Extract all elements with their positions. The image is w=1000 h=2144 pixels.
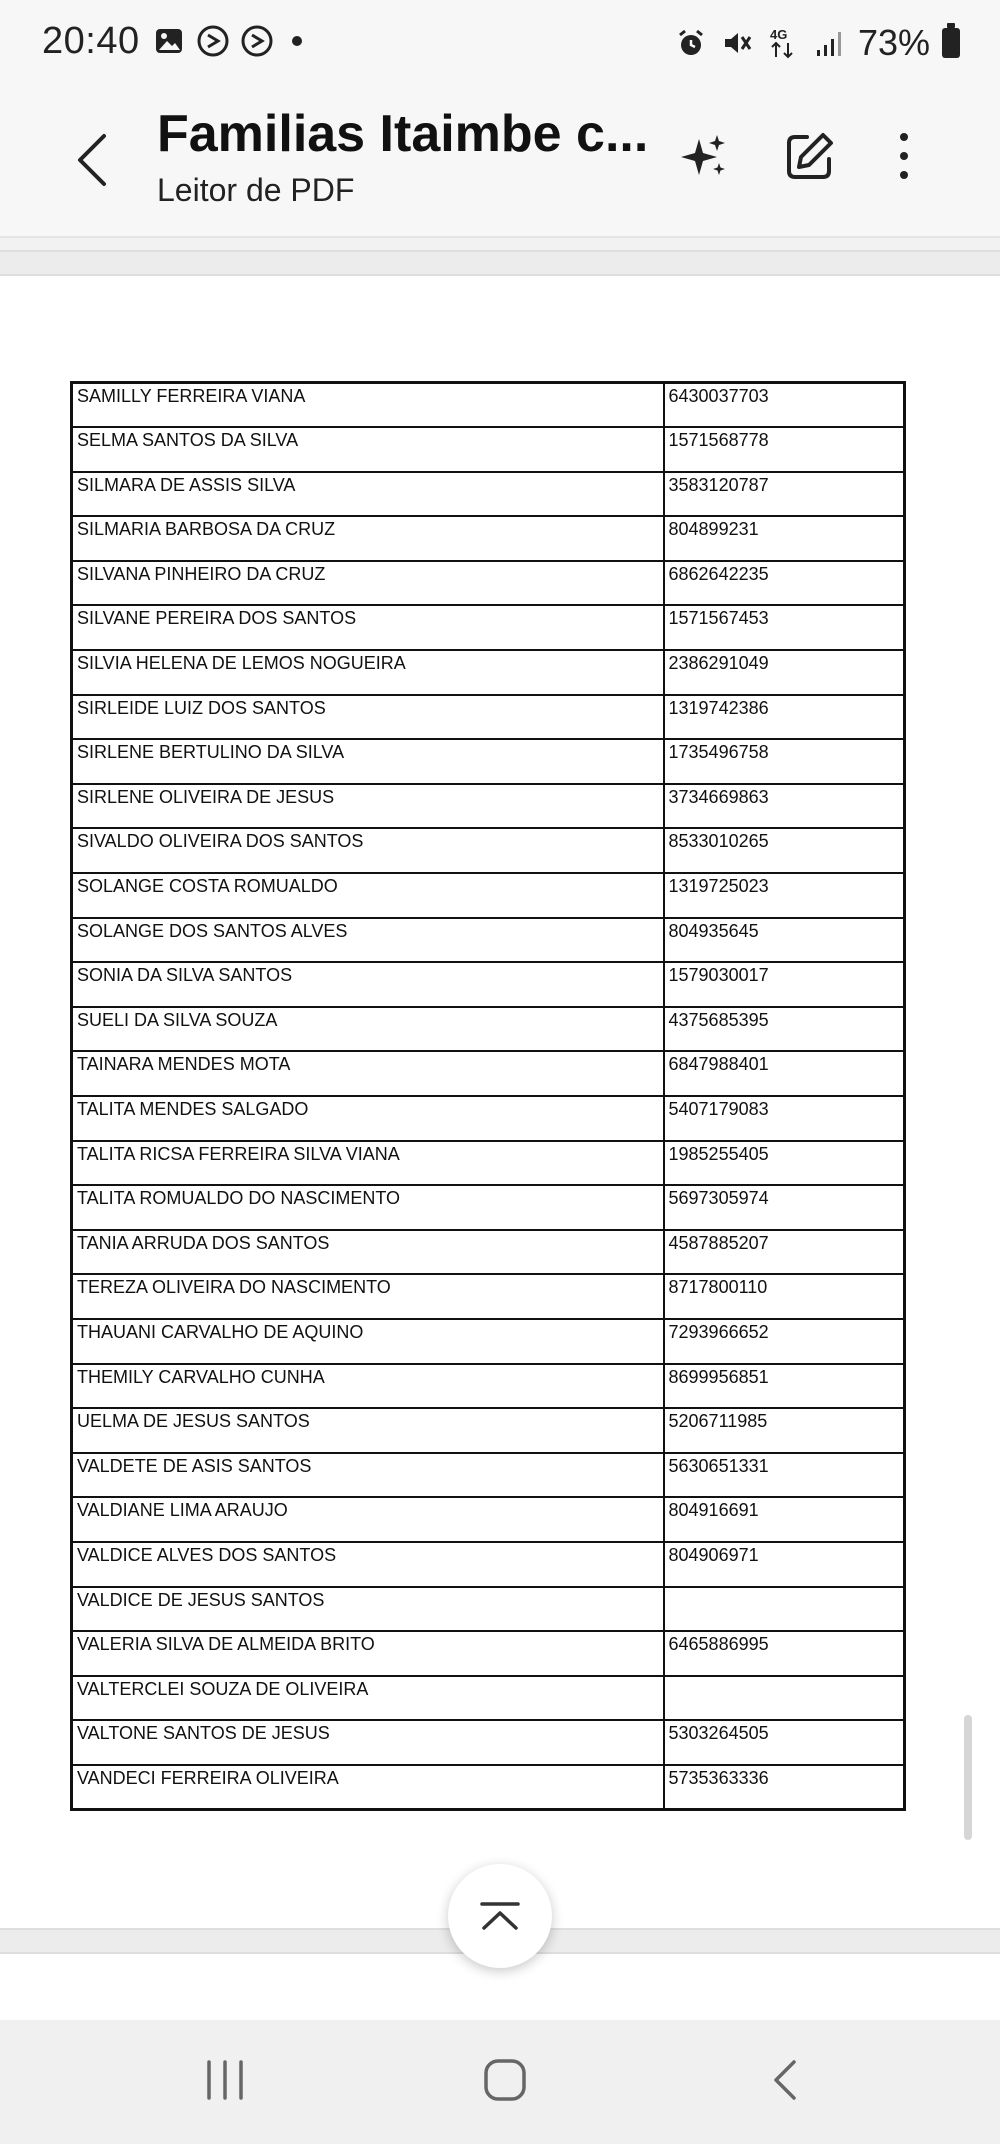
family-name-cell: VALTONE SANTOS DE JESUS <box>72 1720 664 1765</box>
nis-number-cell: 1571567453 <box>664 605 905 650</box>
nis-number-cell: 7293966652 <box>664 1319 905 1364</box>
table-row <box>72 1453 905 1498</box>
scrollbar-thumb[interactable] <box>964 1715 972 1840</box>
nis-number-cell: 6465886995 <box>664 1631 905 1676</box>
scroll-to-top-icon <box>479 1901 521 1931</box>
nis-number-cell: 8717800110 <box>664 1274 905 1319</box>
family-name-cell: SAMILLY FERREIRA VIANA <box>72 383 664 428</box>
nis-number-cell: 1319725023 <box>664 873 905 918</box>
table-row <box>72 1408 905 1453</box>
nis-number-cell: 2386291049 <box>664 650 905 695</box>
table-row <box>72 605 905 650</box>
nis-number-cell: 4375685395 <box>664 1007 905 1052</box>
home-icon <box>483 2058 527 2102</box>
table-row <box>72 1185 905 1230</box>
nis-number-cell: 804935645 <box>664 918 905 963</box>
whatsapp-icon <box>196 24 230 58</box>
table-row <box>72 784 905 829</box>
table-row <box>72 1319 905 1364</box>
nis-number-cell: 5735363336 <box>664 1765 905 1810</box>
table-row <box>72 1676 905 1721</box>
dot-icon <box>292 36 302 46</box>
table-body <box>72 383 905 1810</box>
table-row <box>72 1230 905 1275</box>
scroll-to-top-button[interactable] <box>448 1864 552 1968</box>
table-row <box>72 516 905 561</box>
family-name-cell: SIRLEIDE LUIZ DOS SANTOS <box>72 695 664 740</box>
svg-text:4G: 4G <box>769 27 788 42</box>
more-options-button[interactable] <box>872 124 936 188</box>
table-row <box>72 1141 905 1186</box>
table-row <box>72 472 905 517</box>
table-row <box>72 918 905 963</box>
family-name-cell: VALERIA SILVA DE ALMEIDA BRITO <box>72 1631 664 1676</box>
back-icon <box>770 2058 800 2102</box>
table-row <box>72 650 905 695</box>
table-row <box>72 1542 905 1587</box>
table-row <box>72 1631 905 1676</box>
nis-number-cell: 3734669863 <box>664 784 905 829</box>
table-row <box>72 427 905 472</box>
nis-number-cell: 8699956851 <box>664 1364 905 1409</box>
nis-number-cell: 1319742386 <box>664 695 905 740</box>
family-name-cell: UELMA DE JESUS SANTOS <box>72 1408 664 1453</box>
nis-number-cell: 6847988401 <box>664 1051 905 1096</box>
nis-number-cell: 804906971 <box>664 1542 905 1587</box>
family-name-cell: TALITA MENDES SALGADO <box>72 1096 664 1141</box>
nis-number-cell: 1985255405 <box>664 1141 905 1186</box>
family-name-cell: VALDETE DE ASIS SANTOS <box>72 1453 664 1498</box>
family-name-cell: VALDICE ALVES DOS SANTOS <box>72 1542 664 1587</box>
page-gap <box>0 250 1000 276</box>
table-row <box>72 1720 905 1765</box>
family-name-cell: SIRLENE BERTULINO DA SILVA <box>72 739 664 784</box>
family-name-cell: TAINARA MENDES MOTA <box>72 1051 664 1096</box>
family-name-cell: THAUANI CARVALHO DE AQUINO <box>72 1319 664 1364</box>
pdf-page[interactable] <box>0 276 1000 1928</box>
table-row <box>72 1051 905 1096</box>
table-row <box>72 873 905 918</box>
nis-number-cell: 1571568778 <box>664 427 905 472</box>
nis-number-cell: 6862642235 <box>664 561 905 606</box>
app-header <box>0 88 1000 236</box>
status-time: 20:40 <box>42 20 140 62</box>
table-row <box>72 1497 905 1542</box>
gallery-icon <box>152 24 186 58</box>
ai-sparkle-icon <box>679 131 729 181</box>
table-row <box>72 695 905 740</box>
family-name-cell: SOLANGE COSTA ROMUALDO <box>72 873 664 918</box>
table-row <box>72 1765 905 1810</box>
families-table <box>70 381 906 1811</box>
family-name-cell: SONIA DA SILVA SANTOS <box>72 962 664 1007</box>
family-name-cell: VALTERCLEI SOUZA DE OLIVEIRA <box>72 1676 664 1721</box>
battery-icon <box>942 28 960 58</box>
table-row <box>72 962 905 1007</box>
edit-button[interactable] <box>778 124 842 188</box>
ai-assistant-button[interactable] <box>672 124 736 188</box>
nis-number-cell: 1579030017 <box>664 962 905 1007</box>
header-divider <box>0 236 1000 238</box>
nis-number-cell: 5303264505 <box>664 1720 905 1765</box>
system-icons <box>674 22 960 64</box>
recents-icon <box>203 2060 247 2100</box>
family-name-cell: SILMARIA BARBOSA DA CRUZ <box>72 516 664 561</box>
table-row <box>72 1364 905 1409</box>
family-name-cell: SILVANE PEREIRA DOS SANTOS <box>72 605 664 650</box>
table-row <box>72 739 905 784</box>
family-name-cell: SIVALDO OLIVEIRA DOS SANTOS <box>72 828 664 873</box>
nis-number-cell: 4587885207 <box>664 1230 905 1275</box>
table-row <box>72 1007 905 1052</box>
nav-back-button[interactable] <box>745 2048 825 2112</box>
network-4g-icon <box>766 26 800 60</box>
status-bar <box>0 0 1000 88</box>
table-row <box>72 828 905 873</box>
family-name-cell: TEREZA OLIVEIRA DO NASCIMENTO <box>72 1274 664 1319</box>
edit-icon <box>785 131 835 181</box>
table-row <box>72 383 905 428</box>
family-name-cell: TANIA ARRUDA DOS SANTOS <box>72 1230 664 1275</box>
family-name-cell: TALITA RICSA FERREIRA SILVA VIANA <box>72 1141 664 1186</box>
nis-number-cell: 3583120787 <box>664 472 905 517</box>
battery-percentage: 73% <box>857 22 930 63</box>
table-row <box>72 1587 905 1632</box>
nis-number-cell: 1735496758 <box>664 739 905 784</box>
nis-number-cell: 5697305974 <box>664 1185 905 1230</box>
whatsapp-icon <box>240 24 274 58</box>
table-row <box>72 561 905 606</box>
nis-number-cell: 5206711985 <box>664 1408 905 1453</box>
family-name-cell: SELMA SANTOS DA SILVA <box>72 427 664 472</box>
table-row <box>72 1096 905 1141</box>
family-name-cell: SUELI DA SILVA SOUZA <box>72 1007 664 1052</box>
home-button[interactable] <box>465 2048 545 2112</box>
family-name-cell: THEMILY CARVALHO CUNHA <box>72 1364 664 1409</box>
family-name-cell: SOLANGE DOS SANTOS ALVES <box>72 918 664 963</box>
alarm-icon <box>674 26 708 60</box>
back-arrow-icon <box>74 132 110 188</box>
notification-icons <box>152 24 302 58</box>
family-name-cell: SILMARA DE ASSIS SILVA <box>72 472 664 517</box>
family-name-cell: SILVANA PINHEIRO DA CRUZ <box>72 561 664 606</box>
system-nav-bar <box>0 2020 1000 2144</box>
nis-number-cell <box>664 1587 905 1632</box>
family-name-cell: SILVIA HELENA DE LEMOS NOGUEIRA <box>72 650 664 695</box>
nis-number-cell: 804916691 <box>664 1497 905 1542</box>
back-button[interactable] <box>62 120 122 200</box>
family-name-cell: TALITA ROMUALDO DO NASCIMENTO <box>72 1185 664 1230</box>
family-name-cell: VANDECI FERREIRA OLIVEIRA <box>72 1765 664 1810</box>
mute-icon <box>720 26 754 60</box>
more-vertical-icon <box>894 131 914 181</box>
nis-number-cell: 5630651331 <box>664 1453 905 1498</box>
table-row <box>72 1274 905 1319</box>
nis-number-cell <box>664 1676 905 1721</box>
nis-number-cell: 6430037703 <box>664 383 905 428</box>
document-title: Familias Itaimbe c... <box>157 105 649 163</box>
signal-icon <box>812 26 846 60</box>
app-subtitle: Leitor de PDF <box>157 172 355 208</box>
nis-number-cell: 8533010265 <box>664 828 905 873</box>
nis-number-cell: 804899231 <box>664 516 905 561</box>
family-name-cell: SIRLENE OLIVEIRA DE JESUS <box>72 784 664 829</box>
family-name-cell: VALDICE DE JESUS SANTOS <box>72 1587 664 1632</box>
family-name-cell: VALDIANE LIMA ARAUJO <box>72 1497 664 1542</box>
recents-button[interactable] <box>185 2048 265 2112</box>
nis-number-cell: 5407179083 <box>664 1096 905 1141</box>
